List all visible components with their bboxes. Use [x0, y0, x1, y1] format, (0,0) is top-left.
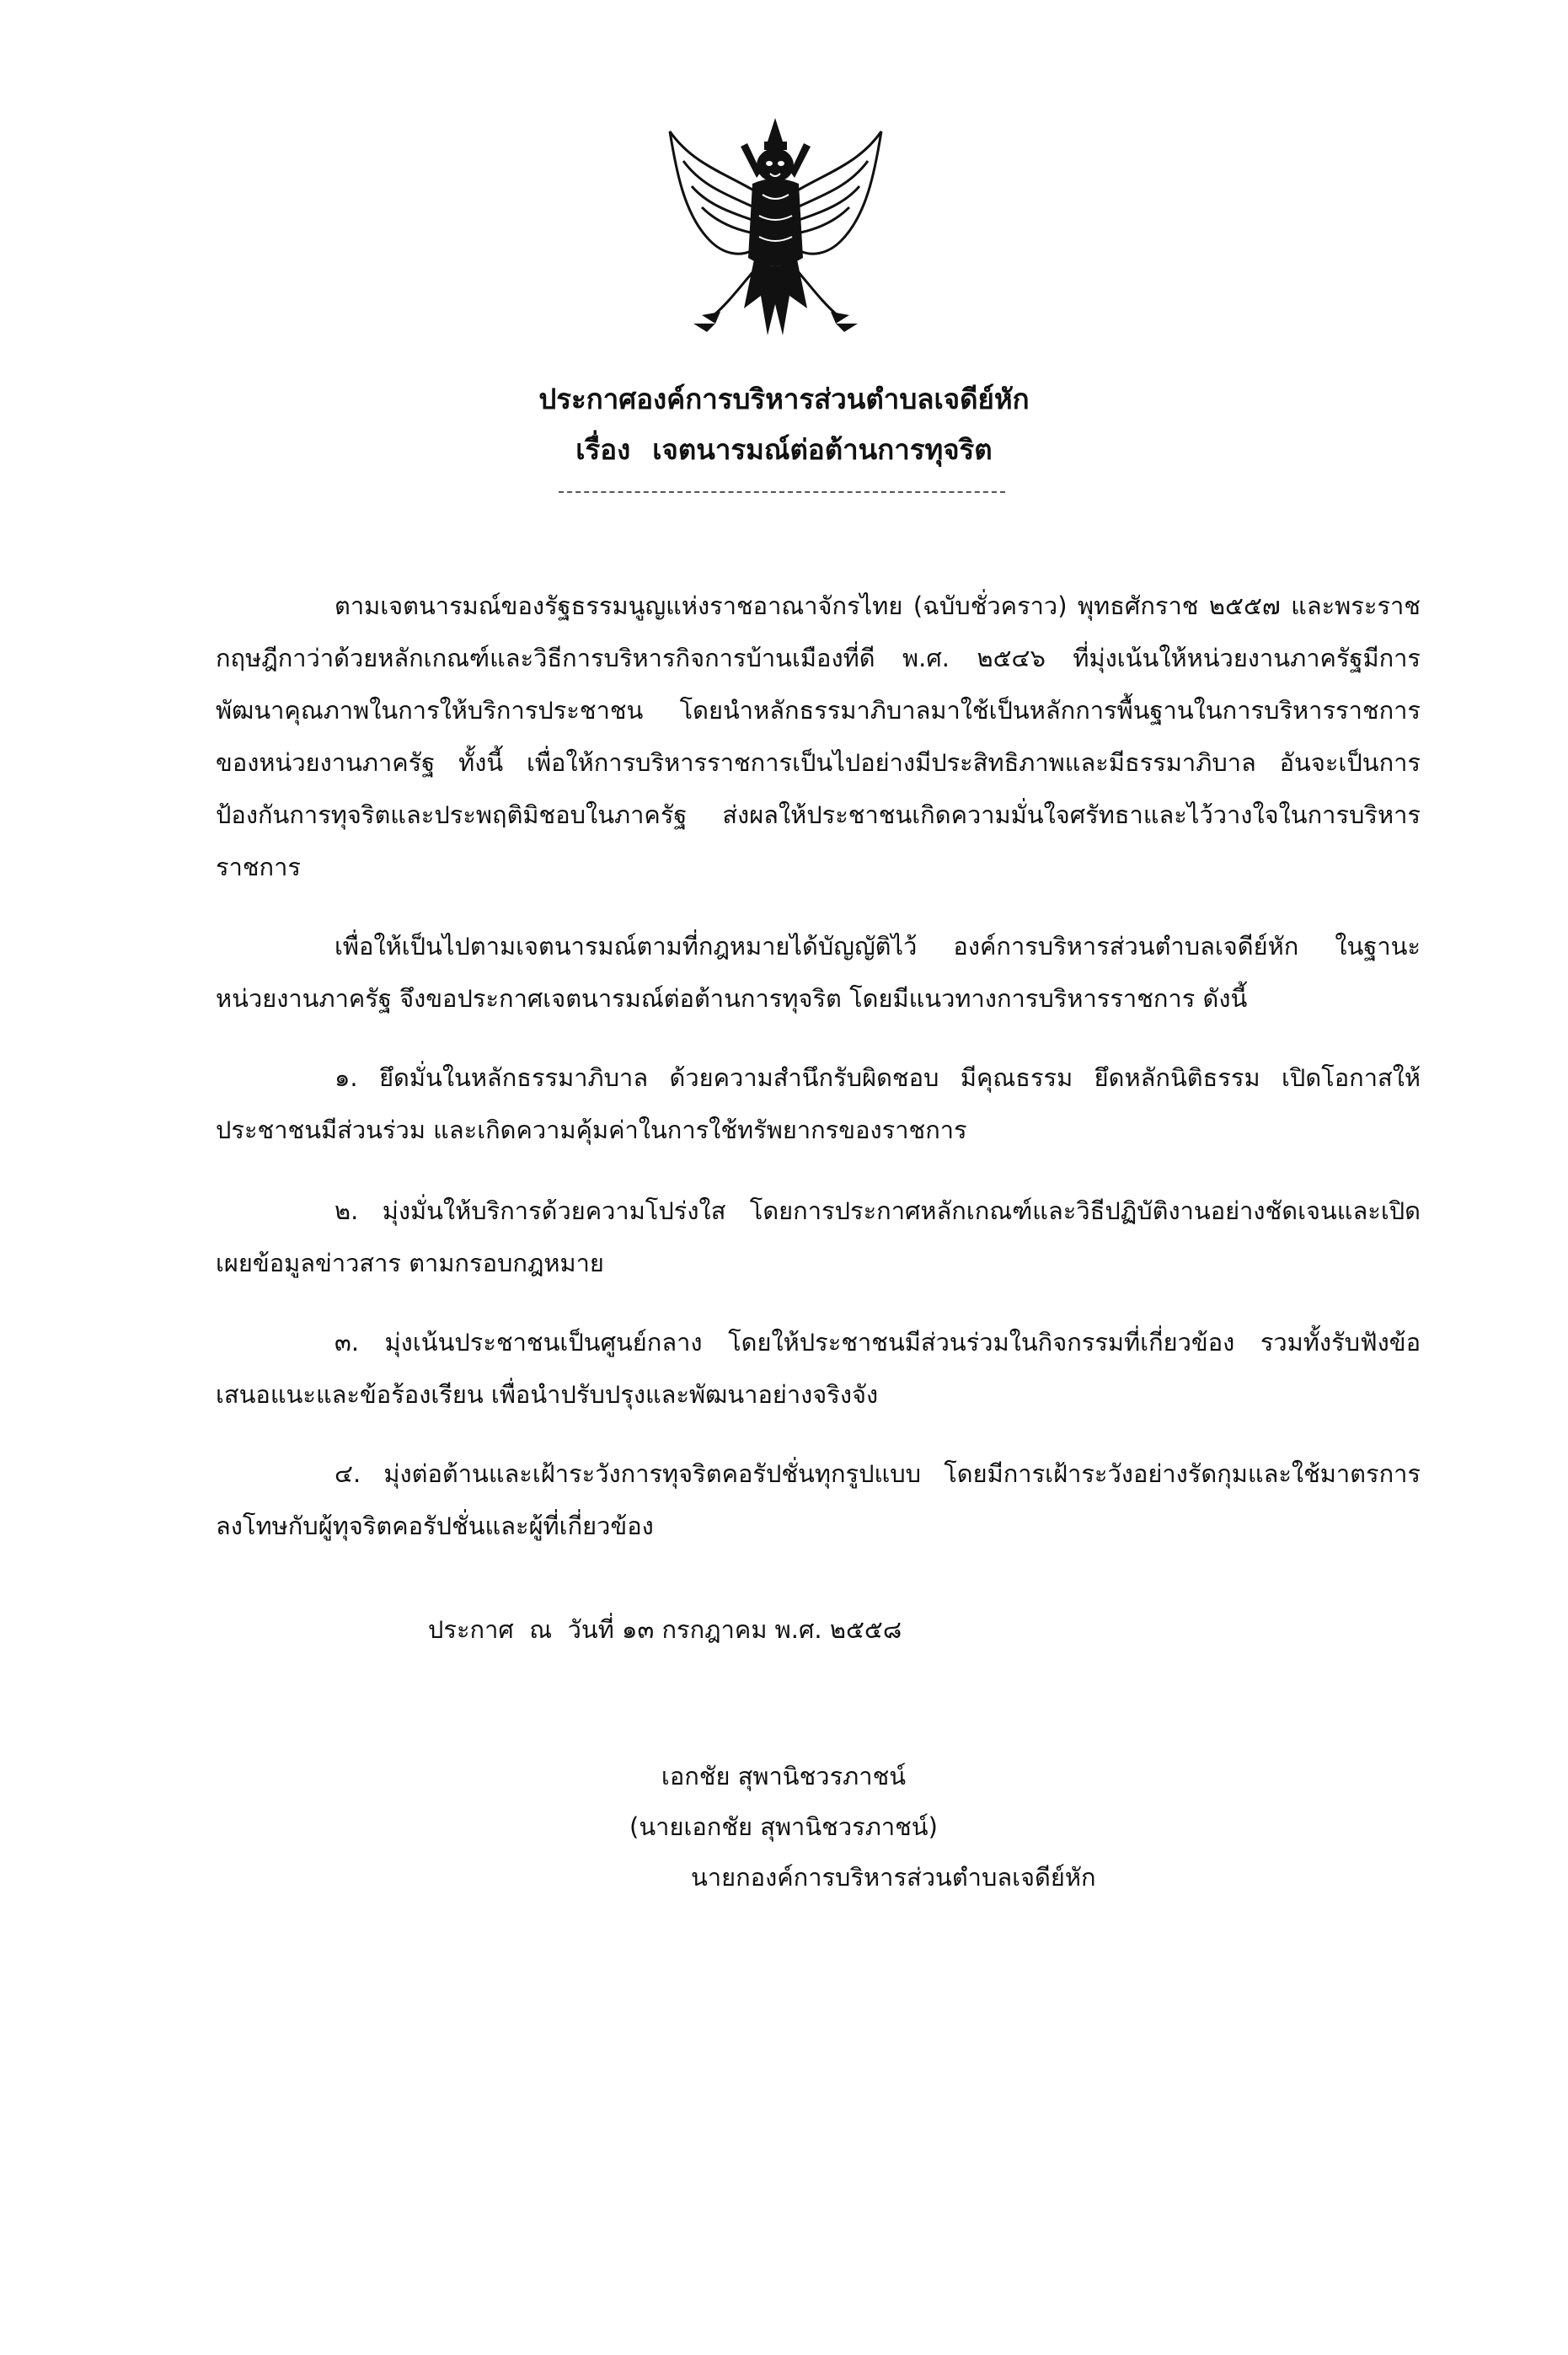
- guideline-item-4: ๔. มุ่งต่อต้านและเฝ้าระวังการทุจริตคอรัปชั่นทุกรูปแบบ โดยมีการเฝ้าระวังอย่างรัดกุมและใช้มาตรการลงโทษกับผู้ทุจริตคอรัปชั่นและผู้ที่เกี่ยวข้อง: [216, 1459, 1421, 1540]
- paragraph-preamble: ตามเจตนารมณ์ของรัฐธรรมนูญแห่งราชอาณาจักรไทย (ฉบับชั่วคราว) พุทธศักราช ๒๕๕๗ และพระราชกฤษฎีกาว่าด้วยหลักเกณฑ์และวิธีการบริหารกิจการบ้านเมืองที่ดี พ.ศ. ๒๕๔๖ ที่มุ่งเน้นให้หน่วยงานภาครัฐมีการพัฒนาคุณภาพในการให้บริการประชาชน โดยนำหลักธรรมาภิบาลมาใช้เป็นหลักการพื้นฐานในการบริหารราชการของหน่วยงานภาครัฐ ทั้งนี้ เพื่อให้การบริหารราชการเป็นไปอย่างมีประสิทธิภาพและมีธรรมาภิบาล อันจะเป็นการป้องกันการทุจริตและประพฤติมิชอบในภาครัฐ ส่งผลให้ประชาชนเกิดความมั่นใจศรัทธาและไว้วางใจในการบริหารราชการ: [216, 591, 1421, 881]
- subject-line: [0, 431, 1568, 468]
- announcement-title: ประกาศองค์การบริหารส่วนตำบลเจดีย์หัก: [538, 383, 1030, 415]
- subject-text: เจตนารมณ์ต่อต้านการทุจริต: [652, 433, 993, 466]
- announcement-date: ประกาศ ณ วันที่ ๑๓ กรกฎาคม พ.ศ. ๒๕๕๘: [428, 1615, 902, 1644]
- signer-printed-name: (นายเอกชัย สุพานิชวรภาชน์): [629, 1812, 938, 1841]
- title-divider: [559, 491, 1005, 493]
- signer-position: นายกองค์การบริหารส่วนตำบลเจดีย์หัก: [691, 1863, 1096, 1892]
- signature: เอกชัย สุพานิชวรภาชน์: [661, 1762, 907, 1790]
- garuda-emblem-icon: [660, 115, 891, 355]
- guideline-item-3: ๓. มุ่งเน้นประชาชนเป็นศูนย์กลาง โดยให้ประชาชนมีส่วนร่วมในกิจกรรมที่เกี่ยวข้อง รวมทั้งรับฟังข้อเสนอแนะและข้อร้องเรียน เพื่อนำปรับปรุงและพัฒนาอย่างจริงจัง: [216, 1328, 1421, 1409]
- guideline-item-2: ๒. มุ่งมั่นให้บริการด้วยความโปร่งใส โดยการประกาศหลักเกณฑ์และวิธีปฏิบัติงานอย่างชัดเจนและเปิดเผยข้อมูลข่าวสาร ตามกรอบกฎหมาย: [216, 1196, 1421, 1277]
- paragraph-intent: เพื่อให้เป็นไปตามเจตนารมณ์ตามที่กฎหมายได้บัญญัติไว้ องค์การบริหารส่วนตำบลเจดีย์หัก ในฐานะหน่วยงานภาครัฐ จึงขอประกาศเจตนารมณ์ต่อต้านการทุจริต โดยมีแนวทางการบริหารราชการ ดังนี้: [216, 932, 1421, 1013]
- guideline-item-1: ๑. ยึดมั่นในหลักธรรมาภิบาล ด้วยความสำนึกรับผิดชอบ มีคุณธรรม ยึดหลักนิติธรรม เปิดโอกาสให้ประชาชนมีส่วนร่วม และเกิดความคุ้มค่าในการใช้ทรัพยากรของราชการ: [216, 1063, 1421, 1144]
- subject-prefix: เรื่อง: [575, 433, 631, 466]
